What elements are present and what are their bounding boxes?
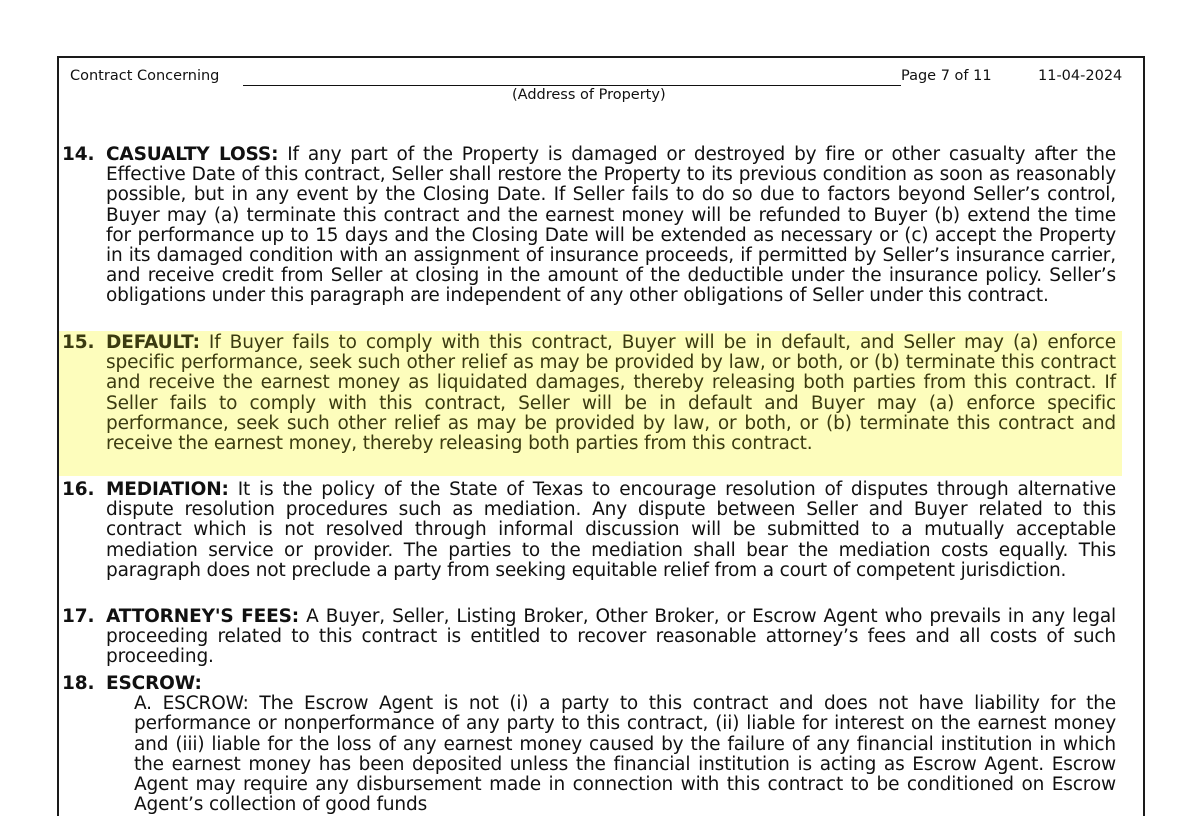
section-body [106,333,1116,454]
page-number: Page 7 of 11 [901,68,992,84]
section-title: ATTORNEY'S FEES: [106,606,300,627]
section-mediation [60,480,1116,581]
section-number: 15. [62,332,95,353]
address-field-line[interactable] [243,85,901,86]
section-text: If Buyer fails to comply with this contract, Buyer will be in default, and Seller may (a) enforce specific performance, seek such other relief as may be provided by law, or both, or (b) terminate this contract and receive the earnest money as liquidated damages, thereby releasing both parties from this contract. If Seller fails to comply with this contract, Seller will be in default and Buyer may (a) enforce specific performance, seek such other relief as may be provided by law, or both, or (b) terminate this contract and receive the earnest money, thereby releasing both parties from this contract. [106,332,1116,455]
section-casualty-loss [60,145,1116,307]
section-number: 17. [62,606,95,627]
section-text: If any part of the Property is damaged or destroyed by fire or other casualty after the Effective Date of this contract, Seller shall restore the Property to its previous condition as soon as reasonably possible, but in any event by the Closing Date. If Seller fails to do so due to factors beyond Seller’s control, Buyer may (a) terminate this contract and the earnest money will be refunded to Buyer (b) extend the time for performance up to 15 days and the Closing Date will be extended as necessary or (c) accept the Property in its damaged condition with an assignment of insurance proceeds, if permitted by Seller’s insurance carrier, and receive credit from Seller at closing in the amount of the deductible under the insurance policy. Seller’s obligations under this paragraph are independent of any other obligations of Seller under this contract. [106,144,1116,307]
section-body [106,480,1116,581]
section-text: A Buyer, Seller, Listing Broker, Other Broker, or Escrow Agent who prevails in any legal proceeding related to this contract is entitled to recover reasonable attorney’s fees and all costs of such proceeding. [106,606,1117,668]
form-date: 11-04-2024 [1038,68,1123,84]
section-body [106,607,1116,668]
subsection-escrow-a: A. ESCROW: The Escrow Agent is not (i) a party to this contract and does not have liability for the performance or nonperformance of any party to this contract, (ii) liable for interest on the earnest money and (iii) liable for the loss of any earnest money caused by the failure of any financial institution in which the earnest money has been deposited unless the financial institution is acting as Escrow Agent. Escrow Agent may require any disbursement made in connection with this contract to be conditioned on Escrow Agent’s collection of good funds [134,693,1116,816]
section-body [106,145,1116,307]
address-caption: (Address of Property) [512,87,666,103]
section-title: CASUALTY LOSS: [106,144,279,165]
section-number: 14. [62,144,95,165]
section-title: MEDIATION: [106,479,229,500]
section-text: It is the policy of the State of Texas to encourage resolution of disputes through alternative dispute resolution procedures such as mediation. Any dispute between Seller and Buyer related to this contract which is not resolved through informal discussion will be submitted to a mutually acceptable mediation service or provider. The parties to the mediation shall bear the mediation costs equally. This paragraph does not preclude a party from seeking equitable relief from a court of competent jurisdiction. [106,479,1116,581]
section-title: DEFAULT: [106,332,200,353]
section-default [60,333,1116,454]
section-body [106,674,1116,694]
page-header [70,68,1140,108]
contract-concerning-label: Contract Concerning [70,68,220,84]
section-title: ESCROW: [106,673,202,694]
section-attorneys-fees [60,607,1116,668]
section-number: 16. [62,479,95,500]
section-number: 18. [62,673,95,694]
section-escrow [60,674,1116,815]
